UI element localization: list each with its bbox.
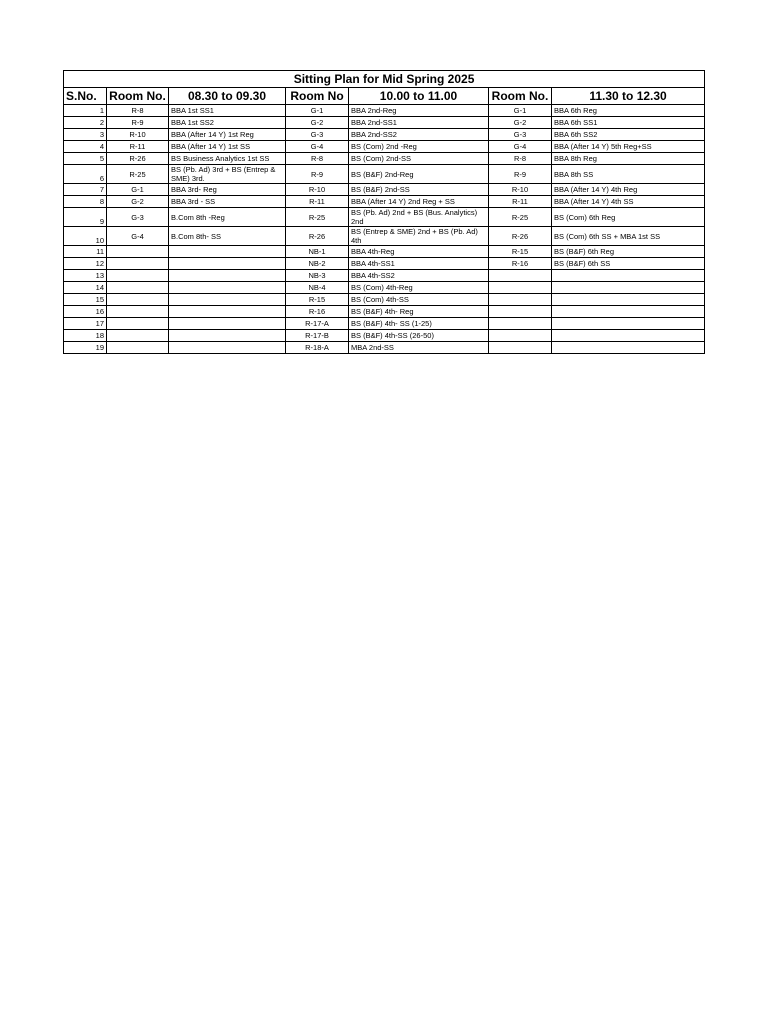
class-cell-slot2: BS (B&F) 4th- SS (1-25) xyxy=(349,318,489,330)
table-row xyxy=(64,246,705,258)
serial-number-cell: 16 xyxy=(64,306,107,318)
class-cell-slot2: BBA 2nd-Reg xyxy=(349,105,489,117)
room-cell-slot1 xyxy=(107,294,169,306)
room-cell-slot3: R-10 xyxy=(489,184,552,196)
class-cell-slot3 xyxy=(552,342,705,354)
table-row xyxy=(64,165,705,184)
sno-header: S.No. xyxy=(64,88,107,105)
room-cell-slot2: R-26 xyxy=(286,227,349,246)
class-cell-slot3: BBA (After 14 Y) 4th SS xyxy=(552,196,705,208)
table-row xyxy=(64,294,705,306)
table-row xyxy=(64,282,705,294)
serial-number-cell: 18 xyxy=(64,330,107,342)
class-cell-slot1: B.Com 8th -Reg xyxy=(169,208,286,227)
room-cell-slot3 xyxy=(489,282,552,294)
room-cell-slot1 xyxy=(107,342,169,354)
class-cell-slot2: BBA 2nd-SS1 xyxy=(349,117,489,129)
room-cell-slot2: G-1 xyxy=(286,105,349,117)
class-cell-slot2: BBA 4th-Reg xyxy=(349,246,489,258)
serial-number-cell: 14 xyxy=(64,282,107,294)
room-cell-slot3: R-16 xyxy=(489,258,552,270)
table-row xyxy=(64,258,705,270)
class-cell-slot2: BBA (After 14 Y) 2nd Reg + SS xyxy=(349,196,489,208)
serial-number-cell: 12 xyxy=(64,258,107,270)
class-cell-slot3: BBA 8th SS xyxy=(552,165,705,184)
class-cell-slot1 xyxy=(169,282,286,294)
class-cell-slot2: BBA 4th-SS2 xyxy=(349,270,489,282)
class-cell-slot1 xyxy=(169,294,286,306)
class-cell-slot2: BS (Pb. Ad) 2nd + BS (Bus. Analytics) 2nd xyxy=(349,208,489,227)
class-cell-slot3: BBA 6th SS1 xyxy=(552,117,705,129)
room-cell-slot3: R-9 xyxy=(489,165,552,184)
serial-number-cell: 5 xyxy=(64,153,107,165)
room-cell-slot2: R-16 xyxy=(286,306,349,318)
serial-number-cell: 2 xyxy=(64,117,107,129)
class-cell-slot2: BS (B&F) 4th-SS (26-50) xyxy=(349,330,489,342)
room-cell-slot1 xyxy=(107,306,169,318)
serial-number-cell: 15 xyxy=(64,294,107,306)
room-cell-slot3: G-2 xyxy=(489,117,552,129)
room-cell-slot3 xyxy=(489,270,552,282)
room-cell-slot2: NB-2 xyxy=(286,258,349,270)
serial-number-cell: 11 xyxy=(64,246,107,258)
class-cell-slot1: BBA 1st SS1 xyxy=(169,105,286,117)
class-cell-slot1: BBA (After 14 Y) 1st SS xyxy=(169,141,286,153)
room-cell-slot2: R-10 xyxy=(286,184,349,196)
class-cell-slot2: BBA 4th-SS1 xyxy=(349,258,489,270)
room-cell-slot2: G-4 xyxy=(286,141,349,153)
class-cell-slot3: BS (Com) 6th Reg xyxy=(552,208,705,227)
serial-number-cell: 6 xyxy=(64,165,107,184)
room-cell-slot3 xyxy=(489,294,552,306)
room-cell-slot3: G-1 xyxy=(489,105,552,117)
class-cell-slot3: BS (B&F) 6th SS xyxy=(552,258,705,270)
class-cell-slot2: BS (B&F) 4th- Reg xyxy=(349,306,489,318)
table-row xyxy=(64,196,705,208)
room-cell-slot3: G-3 xyxy=(489,129,552,141)
room-cell-slot3: R-8 xyxy=(489,153,552,165)
slot-header-2: 10.00 to 11.00 xyxy=(349,88,489,105)
class-cell-slot2: BS (B&F) 2nd-SS xyxy=(349,184,489,196)
table-row xyxy=(64,141,705,153)
slot-header-1: 08.30 to 09.30 xyxy=(169,88,286,105)
class-cell-slot3 xyxy=(552,270,705,282)
table-row xyxy=(64,208,705,227)
slot-header-3: 11.30 to 12.30 xyxy=(552,88,705,105)
class-cell-slot3: BS (Com) 6th SS + MBA 1st SS xyxy=(552,227,705,246)
table-row xyxy=(64,318,705,330)
class-cell-slot2: BS (Com) 2nd-SS xyxy=(349,153,489,165)
class-cell-slot2: BS (Com) 4th-Reg xyxy=(349,282,489,294)
class-cell-slot2: BS (Entrep & SME) 2nd + BS (Pb. Ad) 4th xyxy=(349,227,489,246)
serial-number-cell: 9 xyxy=(64,208,107,227)
sitting-plan-table xyxy=(63,70,705,354)
room-cell-slot1 xyxy=(107,330,169,342)
class-cell-slot3: BBA 6th Reg xyxy=(552,105,705,117)
room-cell-slot1: G-1 xyxy=(107,184,169,196)
serial-number-cell: 8 xyxy=(64,196,107,208)
room-cell-slot2: G-2 xyxy=(286,117,349,129)
room-cell-slot2: G-3 xyxy=(286,129,349,141)
class-cell-slot3: BBA (After 14 Y) 4th Reg xyxy=(552,184,705,196)
class-cell-slot1: BS Business Analytics 1st SS xyxy=(169,153,286,165)
serial-number-cell: 1 xyxy=(64,105,107,117)
table-row xyxy=(64,342,705,354)
room-cell-slot2: R-11 xyxy=(286,196,349,208)
class-cell-slot2: BS (Com) 4th-SS xyxy=(349,294,489,306)
table-row xyxy=(64,117,705,129)
class-cell-slot1: BBA 1st SS2 xyxy=(169,117,286,129)
room-cell-slot1: G-2 xyxy=(107,196,169,208)
class-cell-slot1 xyxy=(169,270,286,282)
room-cell-slot1: R-25 xyxy=(107,165,169,184)
room-cell-slot3: R-25 xyxy=(489,208,552,227)
serial-number-cell: 7 xyxy=(64,184,107,196)
class-cell-slot1: BBA 3rd- Reg xyxy=(169,184,286,196)
room-cell-slot2: NB-4 xyxy=(286,282,349,294)
class-cell-slot3: BBA 6th SS2 xyxy=(552,129,705,141)
room-cell-slot3: R-26 xyxy=(489,227,552,246)
serial-number-cell: 3 xyxy=(64,129,107,141)
room-cell-slot2: R-25 xyxy=(286,208,349,227)
room-cell-slot2: NB-1 xyxy=(286,246,349,258)
class-cell-slot1: BBA 3rd - SS xyxy=(169,196,286,208)
table-row xyxy=(64,129,705,141)
room-cell-slot2: R-17-A xyxy=(286,318,349,330)
room-cell-slot2: R-8 xyxy=(286,153,349,165)
class-cell-slot3 xyxy=(552,306,705,318)
class-cell-slot1 xyxy=(169,318,286,330)
room-cell-slot1 xyxy=(107,246,169,258)
room-cell-slot3: R-15 xyxy=(489,246,552,258)
serial-number-cell: 10 xyxy=(64,227,107,246)
class-cell-slot1 xyxy=(169,342,286,354)
class-cell-slot3: BBA 8th Reg xyxy=(552,153,705,165)
class-cell-slot3 xyxy=(552,318,705,330)
table-row xyxy=(64,270,705,282)
room-cell-slot2: R-9 xyxy=(286,165,349,184)
class-cell-slot1: BBA (After 14 Y) 1st Reg xyxy=(169,129,286,141)
serial-number-cell: 13 xyxy=(64,270,107,282)
class-cell-slot3 xyxy=(552,294,705,306)
room-cell-slot1: R-26 xyxy=(107,153,169,165)
room-header-1: Room No. xyxy=(107,88,169,105)
class-cell-slot1 xyxy=(169,258,286,270)
class-cell-slot1 xyxy=(169,330,286,342)
room-cell-slot1 xyxy=(107,270,169,282)
table-row xyxy=(64,184,705,196)
room-cell-slot3 xyxy=(489,342,552,354)
room-cell-slot3 xyxy=(489,330,552,342)
room-cell-slot1: G-3 xyxy=(107,208,169,227)
sitting-plan-sheet xyxy=(63,70,704,354)
class-cell-slot1 xyxy=(169,306,286,318)
serial-number-cell: 4 xyxy=(64,141,107,153)
class-cell-slot2: MBA 2nd-SS xyxy=(349,342,489,354)
class-cell-slot2: BS (Com) 2nd -Reg xyxy=(349,141,489,153)
room-cell-slot1: G-4 xyxy=(107,227,169,246)
class-cell-slot1: BS (Pb. Ad) 3rd + BS (Entrep & SME) 3rd. xyxy=(169,165,286,184)
class-cell-slot1 xyxy=(169,246,286,258)
room-cell-slot1: R-10 xyxy=(107,129,169,141)
room-cell-slot2: R-18-A xyxy=(286,342,349,354)
class-cell-slot3: BBA (After 14 Y) 5th Reg+SS xyxy=(552,141,705,153)
room-header-2: Room No xyxy=(286,88,349,105)
serial-number-cell: 17 xyxy=(64,318,107,330)
class-cell-slot3 xyxy=(552,282,705,294)
serial-number-cell: 19 xyxy=(64,342,107,354)
room-cell-slot1: R-9 xyxy=(107,117,169,129)
table-row xyxy=(64,153,705,165)
room-cell-slot3 xyxy=(489,306,552,318)
class-cell-slot2: BBA 2nd-SS2 xyxy=(349,129,489,141)
room-cell-slot2: R-17-B xyxy=(286,330,349,342)
table-body xyxy=(64,105,705,354)
room-cell-slot1 xyxy=(107,258,169,270)
room-cell-slot2: NB-3 xyxy=(286,270,349,282)
table-row xyxy=(64,330,705,342)
room-header-3: Room No. xyxy=(489,88,552,105)
room-cell-slot1 xyxy=(107,318,169,330)
room-cell-slot2: R-15 xyxy=(286,294,349,306)
room-cell-slot3 xyxy=(489,318,552,330)
page-title: Sitting Plan for Mid Spring 2025 xyxy=(64,71,705,88)
table-row xyxy=(64,306,705,318)
table-row xyxy=(64,105,705,117)
room-cell-slot3: R-11 xyxy=(489,196,552,208)
class-cell-slot2: BS (B&F) 2nd-Reg xyxy=(349,165,489,184)
room-cell-slot1: R-11 xyxy=(107,141,169,153)
room-cell-slot1: R-8 xyxy=(107,105,169,117)
class-cell-slot1: B.Com 8th- SS xyxy=(169,227,286,246)
table-row xyxy=(64,227,705,246)
class-cell-slot3: BS (B&F) 6th Reg xyxy=(552,246,705,258)
room-cell-slot1 xyxy=(107,282,169,294)
class-cell-slot3 xyxy=(552,330,705,342)
room-cell-slot3: G-4 xyxy=(489,141,552,153)
